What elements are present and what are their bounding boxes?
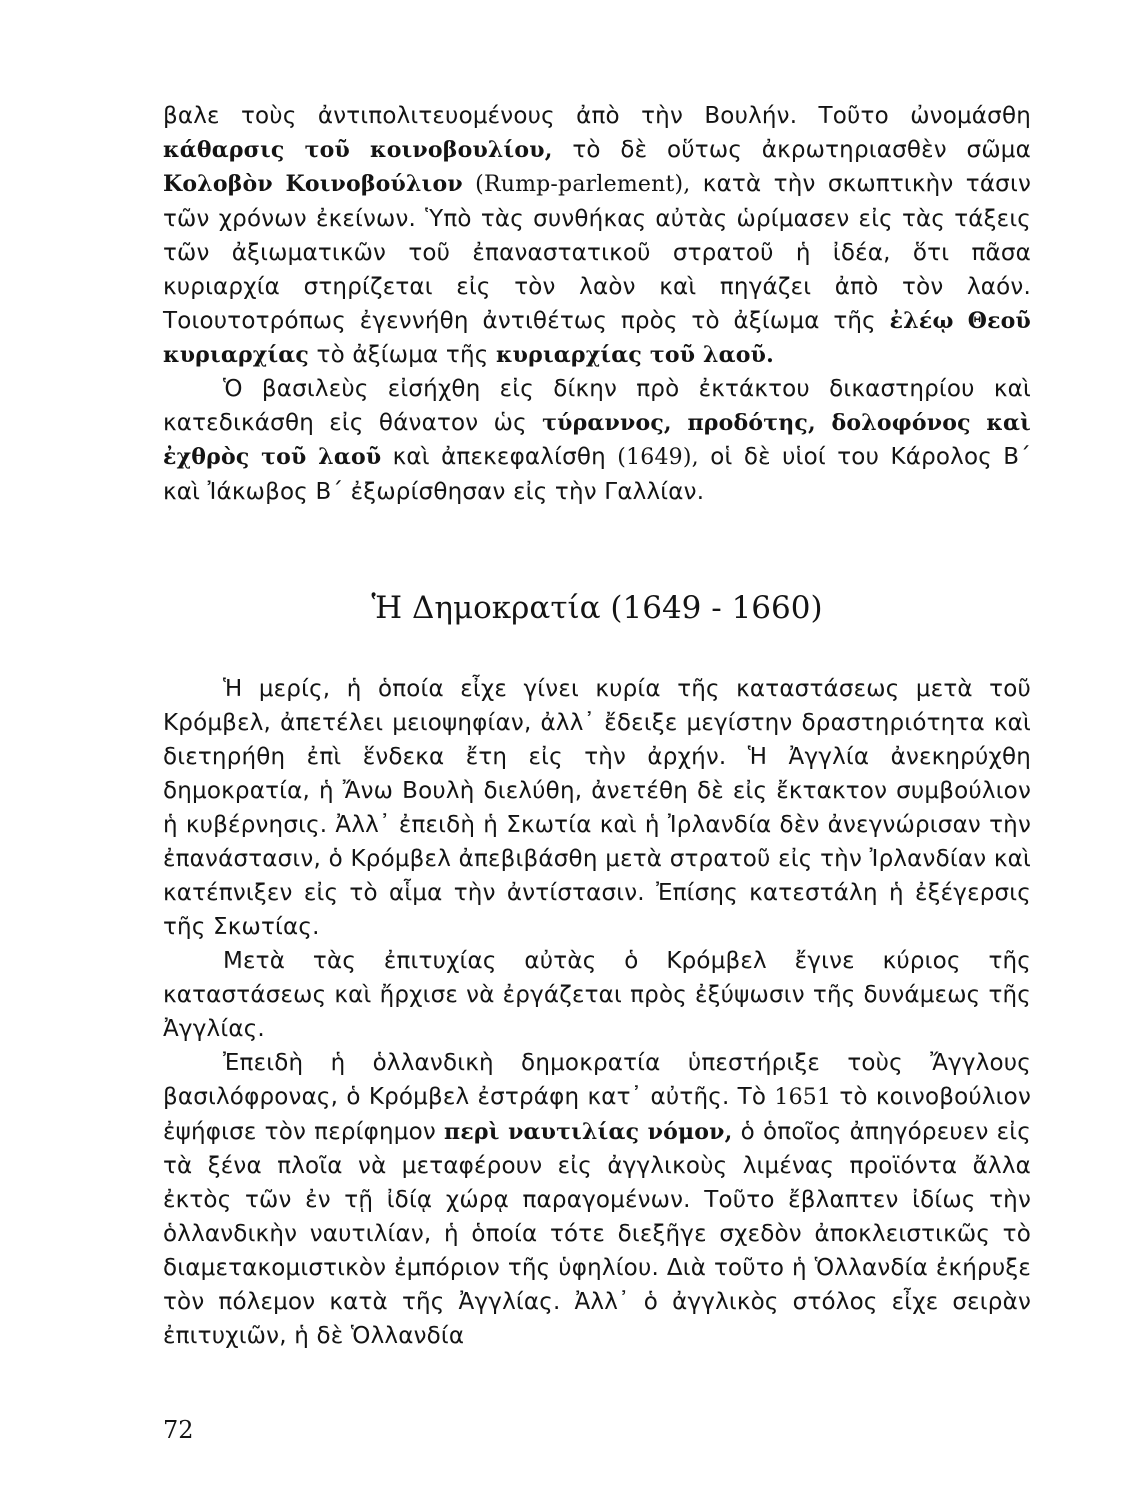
bold-term: Κολοβὸν Κοινοβούλιον — [163, 171, 463, 197]
text-run: οἱ δὲ υἱοί του Κάρολος Β΄ καὶ Ἰάκωβος Β΄ ἐξωρίσθησαν εἰς τὴν Γαλλίαν. — [163, 444, 1031, 505]
page-number: 72 — [163, 1416, 194, 1444]
text-section-1 — [163, 99, 1031, 509]
text-run: Ὁ βασιλεὺς εἰσήχθη εἰς δίκην πρὸ ἐκτάκτου δικαστηρίου καὶ κατεδικάσθη εἰς θάνατον ὡς — [163, 376, 1031, 436]
text-run: καὶ ἀπεκεφαλίσθη — [381, 444, 618, 470]
text-run: Ἐπειδὴ ἡ ὁλλανδικὴ δημοκρατία ὑπεστήριξε τοὺς Ἄγγλους βασιλόφρονας, ὁ Κρόμβελ ἐστράφη κατ᾽ αὐτῆς. Τὸ — [163, 1050, 1031, 1110]
text-run: τὸ κοινοβούλιον ἐψήφισε τὸν περίφημον — [163, 1084, 1031, 1145]
text-run: ὁ ὁποῖος ἀπηγόρευεν εἰς τὰ ξένα πλοῖα νὰ μεταφέρουν εἰς ἀγγλικοὺς λιμένας προϊόντα ἄλλα ἐκτὸς τῶν ἐν τῇ ἰδίᾳ χώρᾳ παραγομένων. Τοῦτο ἔβλαπτεν ἰδίως τὴν ὁλλανδικὴν ναυτιλίαν, ἡ ὁποία τότε διεξῆγε σχεδὸν ἀποκλειστικῶς τὸ διαμετακομιστικὸν ἐμπόριον τῆς ὑφηλίου. Διὰ τοῦτο ἡ Ὁλλανδία ἐκήρυξε τὸν πόλεμον κατὰ τῆς Ἀγγλίας. Ἀλλ᾽ ὁ ἀγγλικὸς στόλος εἶχε σειρὰν ἐπιτυχιῶν, ἡ δὲ Ὁλλανδία — [163, 1119, 1031, 1349]
section-heading: Ἡ Δημοκρατία (1649 - 1660) — [371, 590, 823, 626]
text-run — [463, 171, 475, 197]
paragraph: Ἡ μερίς, ἡ ὁποία εἶχε γίνει κυρία τῆς καταστάσεως μετὰ τοῦ Κρόμβελ, ἀπετέλει μειοψηφίαν, ἀλλ᾽ ἔδειξε μεγίστην δραστηριότητα καὶ διετηρήθη ἐπὶ ἕνδεκα ἔτη εἰς τὴν ἀρχήν. Ἡ Ἀγγλία ἀνεκηρύχθη δημοκρατία, ἡ Ἄνω Βουλὴ διελύθη, ἀνετέθη δὲ εἰς ἔκτακτον συμβούλιον ἡ κυβέρνησις. Ἀλλ᾽ ἐπειδὴ ἡ Σκωτία καὶ ἡ Ἰρλανδία δὲν ἀνεγνώρισαν τὴν ἐπανάστασιν, ὁ Κρόμβελ ἀπεβιβάσθη μετὰ στρατοῦ εἰς τὴν Ἰρλανδίαν καὶ κατέπνιξεν εἰς τὸ αἷμα τὴν ἀντίστασιν. Ἐπίσης κατεστάλη ἡ ἐξέγερσις τῆς Σκωτίας. — [163, 676, 1031, 940]
bold-term: κυριαρχίας τοῦ λαοῦ. — [495, 342, 774, 368]
bold-term: τύραννος, προδότης, δολοφόνος καὶ ἐχθρὸς τοῦ λαοῦ — [163, 410, 1031, 470]
paragraph — [163, 99, 1031, 372]
year: (1649), — [617, 445, 699, 470]
text-run: τὸ ἀξίωμα τῆς — [309, 342, 496, 368]
paragraph — [163, 372, 1031, 509]
text-section-2 — [163, 672, 1031, 1353]
bold-term: ἐλέῳ Θεοῦ κυριαρχίας — [163, 308, 1032, 368]
bold-term: περὶ ναυτιλίας νόμον, — [444, 1119, 733, 1145]
year: 1651 — [774, 1085, 832, 1110]
paragraph: Μετὰ τὰς ἐπιτυχίας αὐτὰς ὁ Κρόμβελ ἔγινε κύριος τῆς καταστάσεως καὶ ἤρχισε νὰ ἐργάζεται πρὸς ἐξύψωσιν τῆς δυνάμεως τῆς Ἀγγλίας. — [163, 948, 1031, 1042]
text-run: τὸ δὲ οὕτως ἀκρωτηριασθὲν σῶμα — [552, 137, 1031, 163]
text-run: βαλε τοὺς ἀντιπολιτευομένους ἀπὸ τὴν Βουλήν. Τοῦτο ὠνομάσθη — [163, 103, 1031, 129]
latin-term: (Rump-parlement), — [475, 172, 691, 197]
bold-term: κάθαρσις τοῦ κοινοβουλίου, — [163, 137, 553, 163]
paragraph — [163, 1046, 1031, 1353]
text-run: κατὰ τὴν σκωπτικὴν τάσιν τῶν χρόνων ἐκείνων. Ὑπὸ τὰς συνθήκας αὐτὰς ὡρίμασεν εἰς τὰς τάξεις τῶν ἀξιωματικῶν τοῦ ἐπαναστατικοῦ στρατοῦ ἡ ἰδέα, ὅτι πᾶσα κυριαρχία στηρίζεται εἰς τὸν λαὸν καὶ πηγάζει ἀπὸ τὸν λαόν. Τοιουτοτρόπως ἐγεννήθη ἀντιθέτως πρὸς τὸ ἀξίωμα τῆς — [163, 171, 1031, 334]
